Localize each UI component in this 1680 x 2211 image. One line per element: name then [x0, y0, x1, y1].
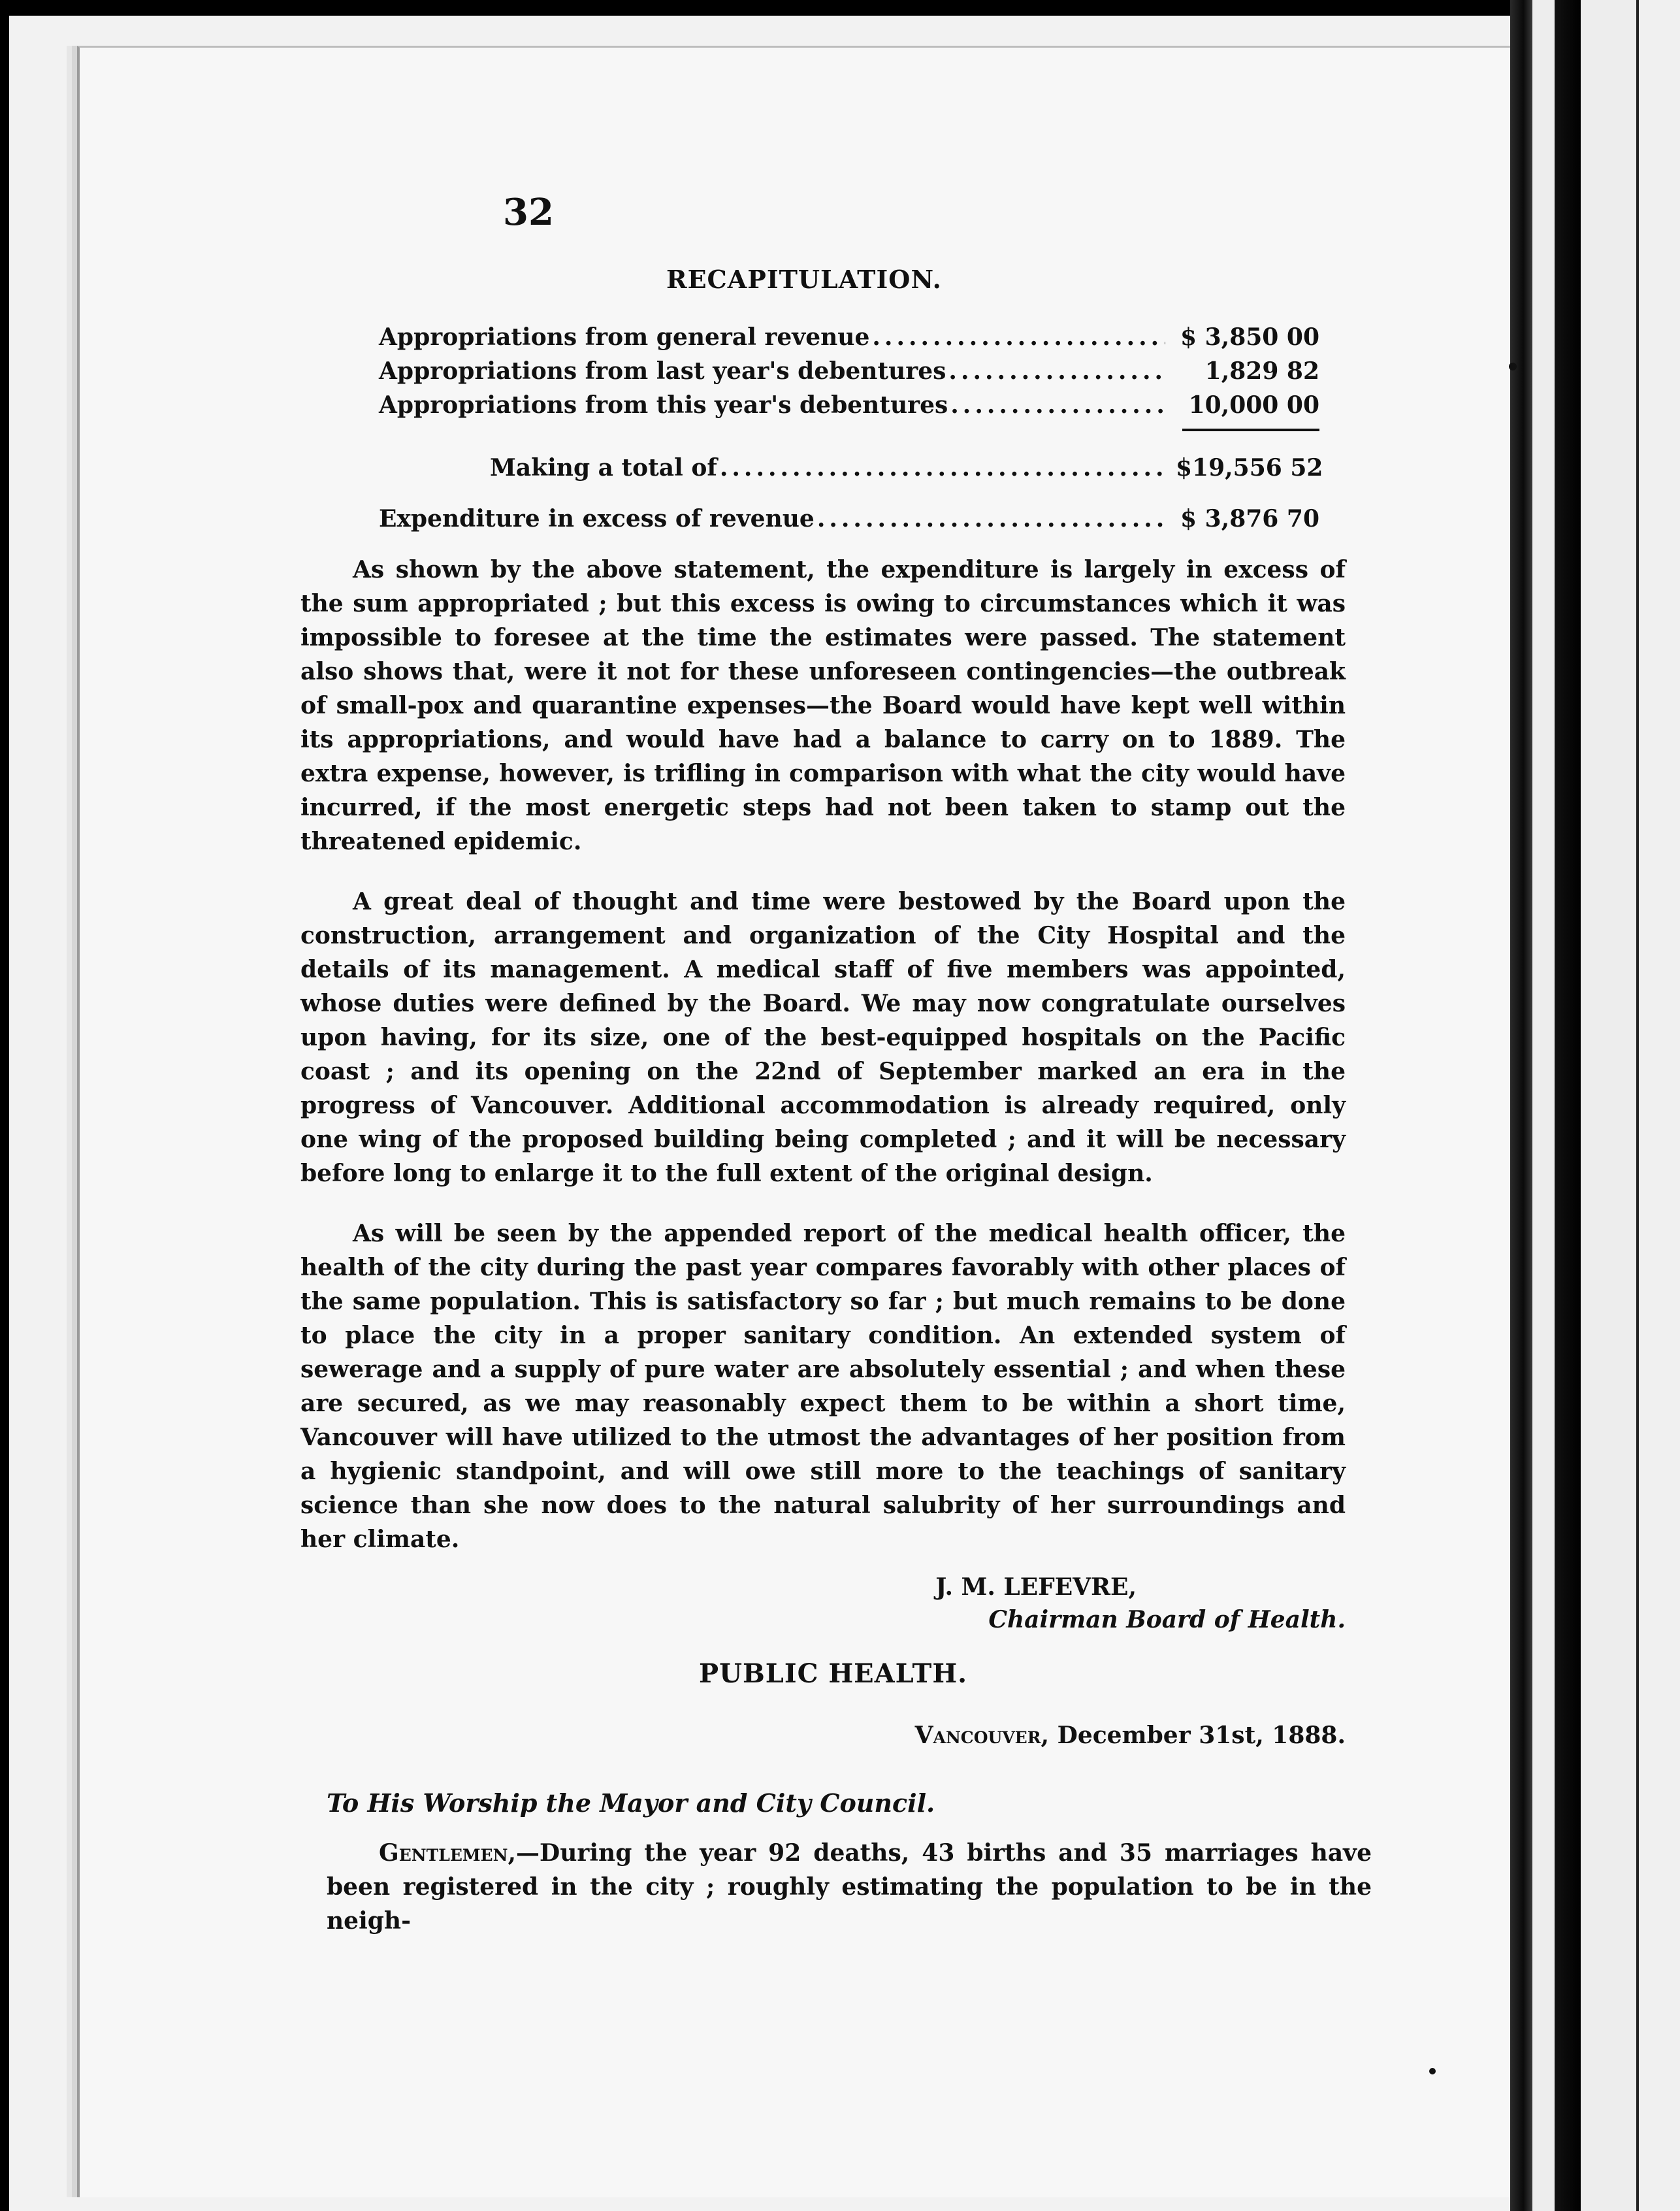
paragraph-text: As will be seen by the appended report of the medical health officer, the health of the city during the past year compares favorably with other places of the same population. This is satisfactory so far ; but much remains to be done to place the city in a proper sanitary condition. An extended system of sewerage and a supply of pure water are absolutely essential ; and when these are secured, as we may reasonably expect them to be within a short time, Vancouver will have utilized to the utmost the advantages of her position from a hygienic standpoint, and will owe still more to the teachings of sanitary science than she now does to the natural salubrity of her surroundings and her climate. — [300, 1220, 1346, 1553]
recapitulation-heading: RECAPITULATION. — [666, 265, 942, 294]
salutation: To His Worship the Mayor and City Council. — [327, 1788, 935, 1818]
paragraph-text: A great deal of thought and time were bestowed by the Board upon the construction, arrangement and organization of the City Hospital and the details of its management. A medical staff of five members was appointed, whose duties were defined by the Board. We may now congratulate ourselves upon having, for its size, one of the best-equipped hospitals on the Pacific coast ; and its opening on the 22nd of September marked an era in the progress of Vancouver. Additional accommodation is already required, only one wing of the proposed building being completed ; and it will be necessary before long to enlarge it to the full extent of the original design. — [300, 888, 1346, 1187]
ledger-total-row — [490, 451, 1323, 485]
page-content — [300, 189, 1372, 1938]
ink-speck — [1509, 363, 1517, 370]
signatory-name: J. M. LEFEVRE, — [935, 1573, 1137, 1601]
ledger-amount: $ 3,850 00 — [1180, 323, 1319, 351]
paragraph-hospital — [300, 885, 1346, 1190]
leader-dots — [872, 320, 1165, 354]
body-paragraph — [327, 1836, 1372, 1938]
recapitulation-ledger — [379, 320, 1323, 536]
ledger-row — [379, 388, 1319, 422]
leader-dots — [948, 354, 1165, 388]
opening-text: —During the year 92 deaths, 43 births and 35 marriages have been registered in the city ; roughly estimating the population to be in the neigh- — [327, 1839, 1372, 1935]
dateline-date: December 31st, 1888. — [1057, 1722, 1346, 1749]
ledger-label: Appropriations from this year's debentures — [379, 391, 948, 419]
body-paragraph — [300, 1217, 1346, 1556]
ledger-row — [379, 320, 1319, 354]
ledger-label: Appropriations from last year's debentures — [379, 357, 946, 385]
paragraph-text: As shown by the above statement, the expenditure is largely in excess of the sum appropriated ; but this excess is owing to circumstances which it was impossible to foresee at the time the estimates were passed. The statement also shows that, were it not for these unforeseen contingencies—the outbreak of small-pox and quarantine expenses—the Board would have kept well within its appropriations, and would have had a balance to carry on to 1889. The extra expense, however, is trifling in comparison with what the city would have incurred, if the most energetic steps had not been taken to stamp out the threatened epidemic. — [300, 556, 1346, 855]
facing-page-gutter — [1555, 0, 1581, 2211]
book-spine-shadow — [1510, 0, 1532, 2211]
body-paragraph — [300, 553, 1346, 859]
sum-rule — [379, 422, 1319, 442]
scan-border-left — [0, 0, 9, 2211]
body-paragraph — [300, 885, 1346, 1190]
ledger-label: Appropriations from general revenue — [379, 323, 870, 351]
ink-speck — [1429, 2068, 1436, 2074]
dateline — [300, 1718, 1346, 1752]
signatory-title: Chairman Board of Health. — [988, 1606, 1346, 1633]
ledger-excess-label: Expenditure in excess of revenue — [379, 505, 815, 532]
scan-border-top — [0, 0, 1680, 16]
page-number: 32 — [503, 191, 554, 234]
leader-dots — [817, 502, 1165, 536]
paragraph-expenditure — [300, 553, 1346, 859]
facing-page-margin — [1636, 0, 1680, 2211]
paragraph-sanitation — [300, 1217, 1346, 1556]
ledger-amount: 1,829 82 — [1204, 357, 1319, 385]
ledger-excess-amount: $ 3,876 70 — [1180, 505, 1319, 532]
ledger-excess-row — [379, 502, 1319, 536]
public-health-heading: PUBLIC HEALTH. — [699, 1658, 968, 1689]
dateline-place: Vancouver, — [914, 1722, 1050, 1749]
leader-dots — [950, 388, 1165, 422]
ledger-total-amount: $19,556 52 — [1176, 454, 1323, 482]
report-opening — [327, 1836, 1372, 1938]
opening-word: Gentlemen, — [379, 1839, 517, 1867]
ledger-amount: 10,000 00 — [1188, 391, 1319, 419]
ledger-row — [379, 354, 1319, 388]
sum-rule-line — [1182, 429, 1319, 431]
signature-block — [300, 1571, 1346, 1636]
leader-dots — [720, 451, 1165, 485]
ledger-total-label: Making a total of — [490, 454, 717, 482]
